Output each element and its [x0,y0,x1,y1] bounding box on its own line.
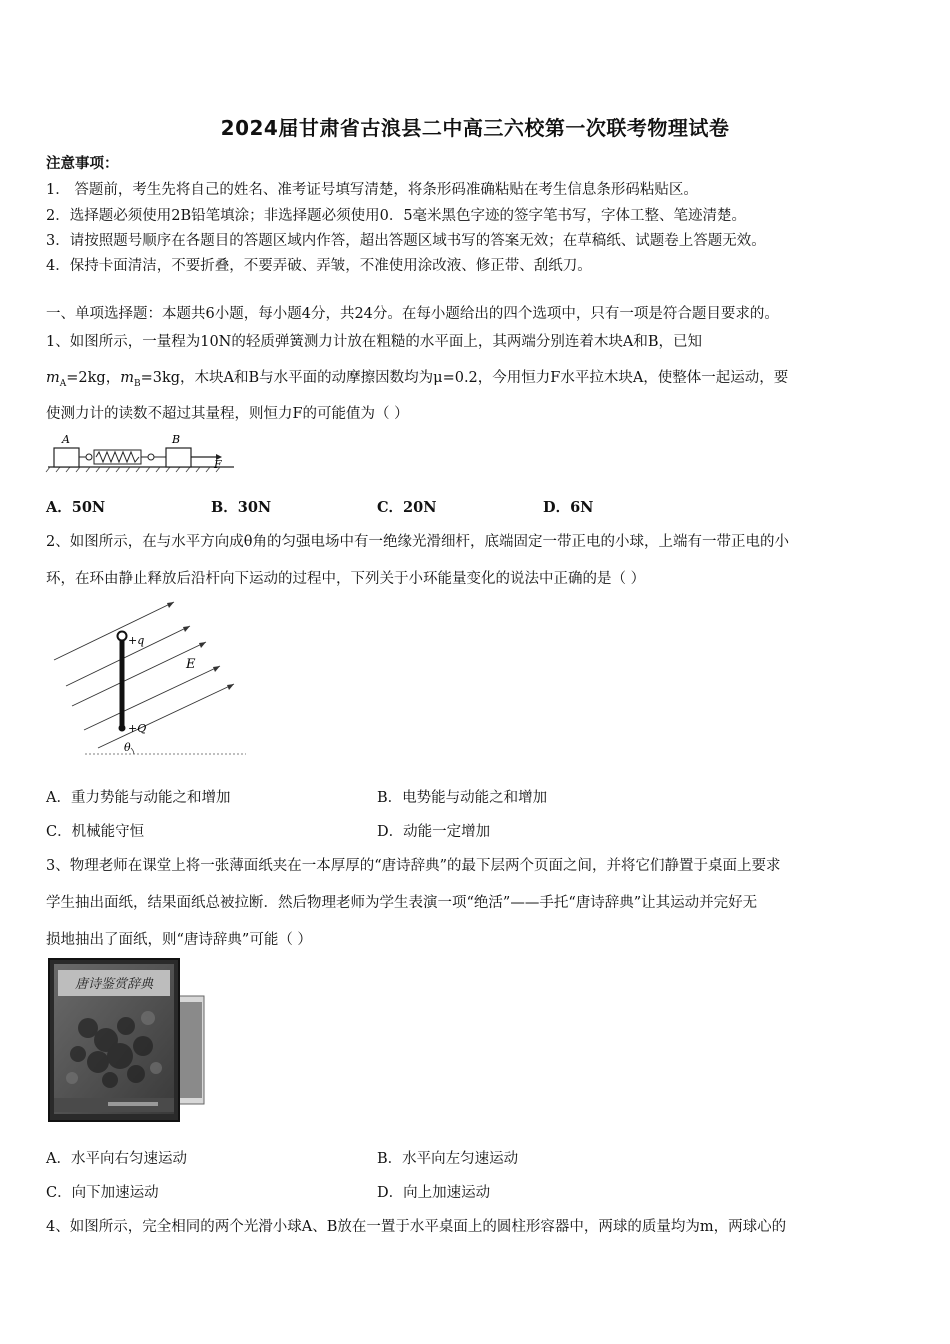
q2-field-figure [50,596,250,758]
q2-option-b[interactable]: B．电势能与动能之和增加 [377,790,548,806]
q1-line3: 使测力计的读数不超过其量程，则恒力F的可能值为（ ） [46,406,409,422]
q3-line2: 学生抽出面纸，结果面纸总被拉断．然后物理老师为学生表演一项“绝活”——手托“唐诗辞典”让其运动并完好无 [46,895,758,911]
notice-heading: 注意事项： [46,155,119,172]
q3-option-c[interactable]: C．向下加速运动 [46,1185,159,1201]
q1-line1: 1、如图所示，一量程为10N的轻质弹簧测力计放在粗糙的水平面上，其两端分别连着木块A和B，已知 [46,334,702,350]
q3-line3: 损地抽出了面纸，则“唐诗辞典”可能（ ） [46,932,312,948]
q2-option-c[interactable]: C．机械能守恒 [46,824,145,840]
q2-line1: 2、如图所示，在与水平方向成θ角的匀强电场中有一绝缘光滑细杆，底端固定一带正电的小球，上端有一带正电的小 [46,534,789,550]
notice-item-1: 1． 答题前，考生先将自己的姓名、准考证号填写清楚，将条形码准确粘贴在考生信息条形码粘贴区。 [46,182,698,198]
q1-line2 [46,366,788,389]
q3-line1: 3、物理老师在课堂上将一张薄面纸夹在一本厚厚的“唐诗辞典”的最下层两个页面之间，并将它们静置于桌面上要求 [46,858,781,874]
label-a: A [62,433,70,446]
q1-option-d[interactable]: D．6N [543,499,594,516]
block-a [54,448,79,467]
label-theta: θ [124,741,131,754]
q2-line2: 环，在环由静止释放后沿杆向下运动的过程中，下列关于小环能量变化的说法中正确的是（ ） [46,571,646,587]
label-plus-big-q: +Q [128,722,147,735]
q2-option-a[interactable]: A．重力势能与动能之和增加 [46,790,231,806]
q1-mass-a-value: =2kg， [66,370,121,386]
q1-spring-figure [44,430,244,474]
q1-mass-b-symbol: m [120,370,134,386]
q1-mass-b-sub: B [133,378,141,389]
notice-item-4: 4．保持卡面清洁，不要折叠，不要弄破、弄皱，不准使用涂改液、修正带、刮纸刀。 [46,258,592,274]
q1-mass-a-symbol: m [46,370,60,386]
label-f: F [214,458,222,471]
q1-option-a[interactable]: A．50N [46,499,106,516]
q1-mass-a-sub: A [59,378,67,389]
q3-book-figure [48,958,208,1122]
q3-option-d[interactable]: D．向上加速运动 [377,1185,491,1201]
page-title: 2024届甘肃省古浪县二中高三六校第一次联考物理试卷 [220,116,730,140]
section-heading: 一、单项选择题：本题共6小题，每小题4分，共24分。在每小题给出的四个选项中，只有一项是符合题目要求的。 [46,306,779,322]
block-b [166,448,191,467]
q3-option-a[interactable]: A．水平向右匀速运动 [46,1151,187,1167]
notice-item-2: 2．选择题必须使用2B铅笔填涂；非选择题必须使用0．5毫米黑色字迹的签字笔书写，字体工整、笔迹清楚。 [46,208,747,224]
q1-option-c[interactable]: C．20N [377,499,437,516]
q1-line2-rest: =3kg，木块A和B与水平面的动摩擦因数均为μ=0.2，今用恒力F水平拉木块A，使整体一起运动，要 [140,370,789,386]
label-e: E [186,657,196,672]
label-plus-q: +q [128,634,145,647]
q2-option-d[interactable]: D．动能一定增加 [377,824,491,840]
q3-option-b[interactable]: B．水平向左匀速运动 [377,1151,519,1167]
q4-line1: 4、如图所示，完全相同的两个光滑小球A、B放在一置于水平桌面上的圆柱形容器中，两球的质量均为m，两球心的 [46,1219,787,1235]
q1-option-b[interactable]: B．30N [211,499,272,516]
notice-item-3: 3．请按照题号顺序在各题目的答题区域内作答，超出答题区域书写的答案无效；在草稿纸、试题卷上答题无效。 [46,233,766,249]
label-b: B [172,433,181,446]
book-cover-title: 唐诗鉴赏辞典 [74,977,154,992]
